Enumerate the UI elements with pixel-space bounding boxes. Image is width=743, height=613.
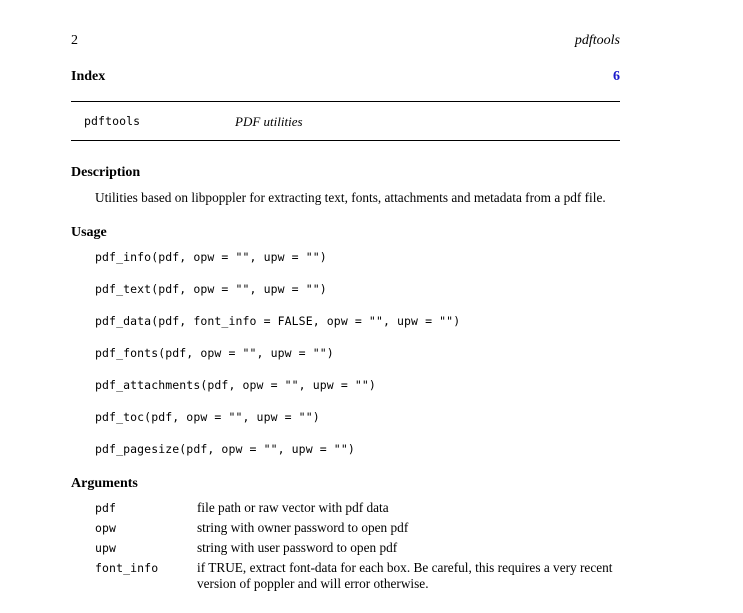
argument-description: file path or raw vector with pdf data xyxy=(197,500,389,515)
usage-line: pdf_info(pdf, opw = "", upw = "") xyxy=(95,250,327,264)
argument-description: string with owner password to open pdf xyxy=(197,520,409,535)
topic-top-rule xyxy=(71,101,620,102)
argument-description: if TRUE, extract font-data for each box. Be careful, this requires a very recent version of poppler and will error otherwise. xyxy=(197,560,613,591)
page-number: 2 xyxy=(71,33,78,48)
usage-line: pdf_pagesize(pdf, opw = "", upw = "") xyxy=(95,442,355,456)
topic-bottom-rule xyxy=(71,140,620,141)
topic-name: pdftools xyxy=(84,114,141,128)
usage-line: pdf_text(pdf, opw = "", upw = "") xyxy=(95,282,327,296)
description-text: Utilities based on libpoppler for extracting text, fonts, attachments and metadata from a pdf file. xyxy=(95,190,606,205)
index-label: Index xyxy=(71,69,106,84)
usage-line: pdf_attachments(pdf, opw = "", upw = "") xyxy=(95,378,376,392)
usage-line: pdf_data(pdf, font_info = FALSE, opw = "", upw = "") xyxy=(95,314,461,328)
arguments-heading: Arguments xyxy=(71,476,138,491)
running-title: pdftools xyxy=(574,33,620,48)
argument-description: string with user password to open pdf xyxy=(197,540,398,555)
usage-line: pdf_fonts(pdf, opw = "", upw = "") xyxy=(95,346,334,360)
argument-name: opw xyxy=(95,521,117,535)
usage-heading: Usage xyxy=(71,225,107,240)
argument-name: upw xyxy=(95,541,117,555)
argument-name: font_info xyxy=(95,561,159,575)
argument-name: pdf xyxy=(95,501,117,515)
index-page-link[interactable]: 6 xyxy=(613,69,620,84)
usage-line: pdf_toc(pdf, opw = "", upw = "") xyxy=(95,410,320,424)
description-heading: Description xyxy=(71,165,141,180)
topic-title: PDF utilities xyxy=(235,114,303,129)
